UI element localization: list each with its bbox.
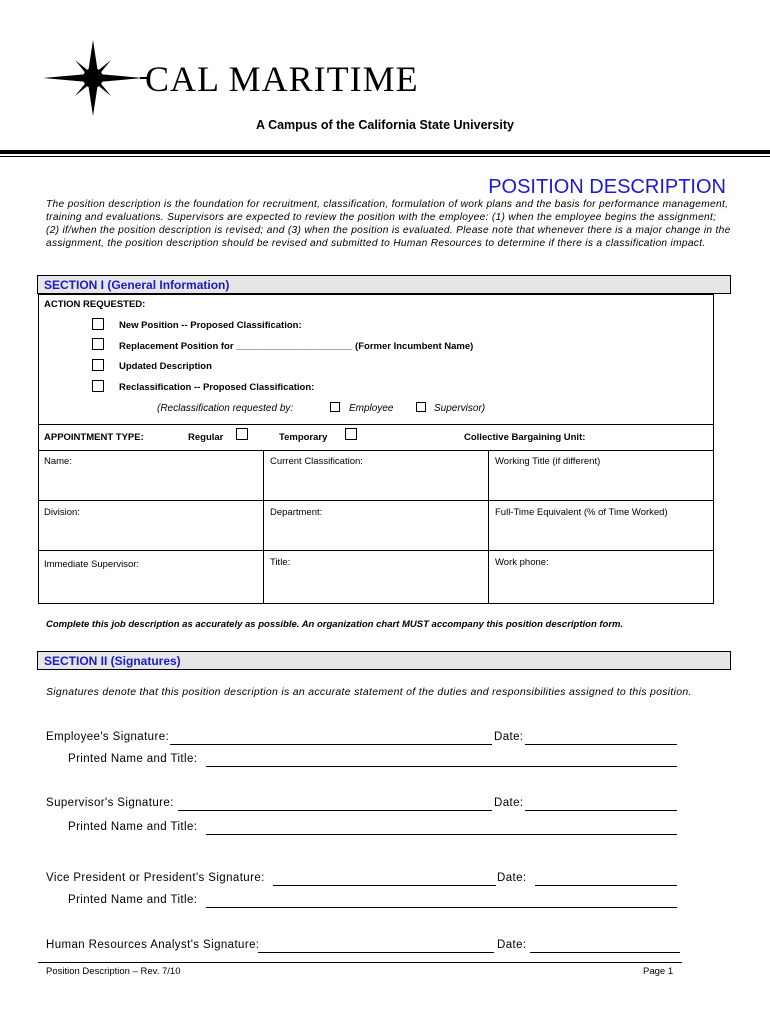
supervisor-signature-label: Supervisor's Signature: <box>46 797 174 809</box>
intro-text: The position description is the foundation for recruitment, classification, formulation of work plans and the basis for performance management, training and evaluations. Supervisors are expected to review the position with the employee: (1) when the employee begins the assignment; (2) if/when the position description is revised; and (3) when the position is evaluated. Please note that whenever there is a major change in the assignment, the position description should be revised and submitted to Human Resources to determine if there is a classification impact. <box>46 199 731 249</box>
name-field[interactable]: Name: <box>44 456 72 467</box>
vp-date-line[interactable] <box>535 885 677 886</box>
divider <box>38 500 714 501</box>
header-rule-thin <box>0 156 770 157</box>
supervisor-printed-name-label: Printed Name and Title: <box>68 821 198 833</box>
vp-printed-name-label: Printed Name and Title: <box>68 894 198 906</box>
page-number: Page 1 <box>643 966 674 977</box>
section1-title: SECTION I (General Information) <box>44 278 230 292</box>
employee-signature-label: Employee's Signature: <box>46 731 170 743</box>
vp-signature-label: Vice President or President's Signature: <box>46 872 265 884</box>
section1-header <box>37 275 731 294</box>
appointment-type-label: APPOINTMENT TYPE: <box>44 432 144 443</box>
footer-left: Position Description – Rev. 7/10 <box>46 966 181 977</box>
supervisor-checkbox[interactable] <box>416 402 426 412</box>
division-field[interactable]: Division: <box>44 507 80 518</box>
action-requested-label: ACTION REQUESTED: <box>44 299 146 310</box>
employee-date-label: Date: <box>494 731 524 743</box>
temporary-label: Temporary <box>279 432 328 443</box>
title-field[interactable]: Title: <box>270 557 291 568</box>
new-position-label: New Position -- Proposed Classification: <box>119 320 302 331</box>
vp-printed-name-line[interactable] <box>206 907 677 908</box>
regular-label: Regular <box>188 432 224 443</box>
supervisor-date-label: Date: <box>494 797 524 809</box>
reclass-requested-by-label: (Reclassification requested by: <box>157 403 294 414</box>
regular-checkbox[interactable] <box>236 428 248 440</box>
hr-date-line[interactable] <box>530 952 680 953</box>
column-divider <box>263 450 264 604</box>
temporary-checkbox[interactable] <box>345 428 357 440</box>
column-divider <box>488 450 489 604</box>
header-rule <box>0 150 770 154</box>
supervisor-date-line[interactable] <box>525 810 677 811</box>
employee-date-line[interactable] <box>525 744 677 745</box>
section2-intro: Signatures denote that this position description is an accurate statement of the duties and responsibilities assigned to this position. <box>46 686 692 698</box>
vp-date-label: Date: <box>497 872 527 884</box>
immediate-supervisor-field[interactable]: Immediate Supervisor: <box>44 559 140 570</box>
hr-signature-label: Human Resources Analyst's Signature: <box>46 939 260 951</box>
section2-title: SECTION II (Signatures) <box>44 654 181 668</box>
supervisor-signature-line[interactable] <box>178 810 492 811</box>
reclassification-label: Reclassification -- Proposed Classification: <box>119 382 315 393</box>
vp-signature-line[interactable] <box>273 885 496 886</box>
working-title-field[interactable]: Working Title (if different) <box>495 456 601 467</box>
replacement-position-checkbox[interactable] <box>92 338 104 350</box>
supervisor-printed-name-line[interactable] <box>206 834 677 835</box>
updated-description-checkbox[interactable] <box>92 359 104 371</box>
work-phone-field[interactable]: Work phone: <box>495 557 549 568</box>
page-title: POSITION DESCRIPTION <box>488 176 726 198</box>
divider <box>38 450 714 451</box>
new-position-checkbox[interactable] <box>92 318 104 330</box>
supervisor-label: Supervisor) <box>434 403 486 414</box>
instructions-note: Complete this job description as accurately as possible. An organization chart MUST accompany this position description form. <box>46 619 624 630</box>
divider <box>38 550 714 551</box>
fte-field[interactable]: Full-Time Equivalent (% of Time Worked) <box>495 507 668 518</box>
current-classification-field[interactable]: Current Classification: <box>270 456 363 467</box>
employee-checkbox[interactable] <box>330 402 340 412</box>
divider <box>38 424 714 425</box>
bargaining-unit-label: Collective Bargaining Unit: <box>464 432 586 443</box>
section2-header <box>37 651 731 670</box>
employee-signature-line[interactable] <box>170 744 492 745</box>
updated-description-label: Updated Description <box>119 361 212 372</box>
reclassification-checkbox[interactable] <box>92 380 104 392</box>
replacement-position-label: Replacement Position for ______________________ (Former Incumbent Name) <box>119 341 474 352</box>
hr-date-label: Date: <box>497 939 527 951</box>
tagline: A Campus of the California State University <box>256 118 514 132</box>
department-field[interactable]: Department: <box>270 507 323 518</box>
brand-name: CAL MARITIME <box>145 59 419 99</box>
employee-printed-name-label: Printed Name and Title: <box>68 753 198 765</box>
footer-rule <box>38 962 682 963</box>
hr-signature-line[interactable] <box>258 952 494 953</box>
employee-printed-name-line[interactable] <box>206 766 677 767</box>
employee-label: Employee <box>349 403 394 414</box>
